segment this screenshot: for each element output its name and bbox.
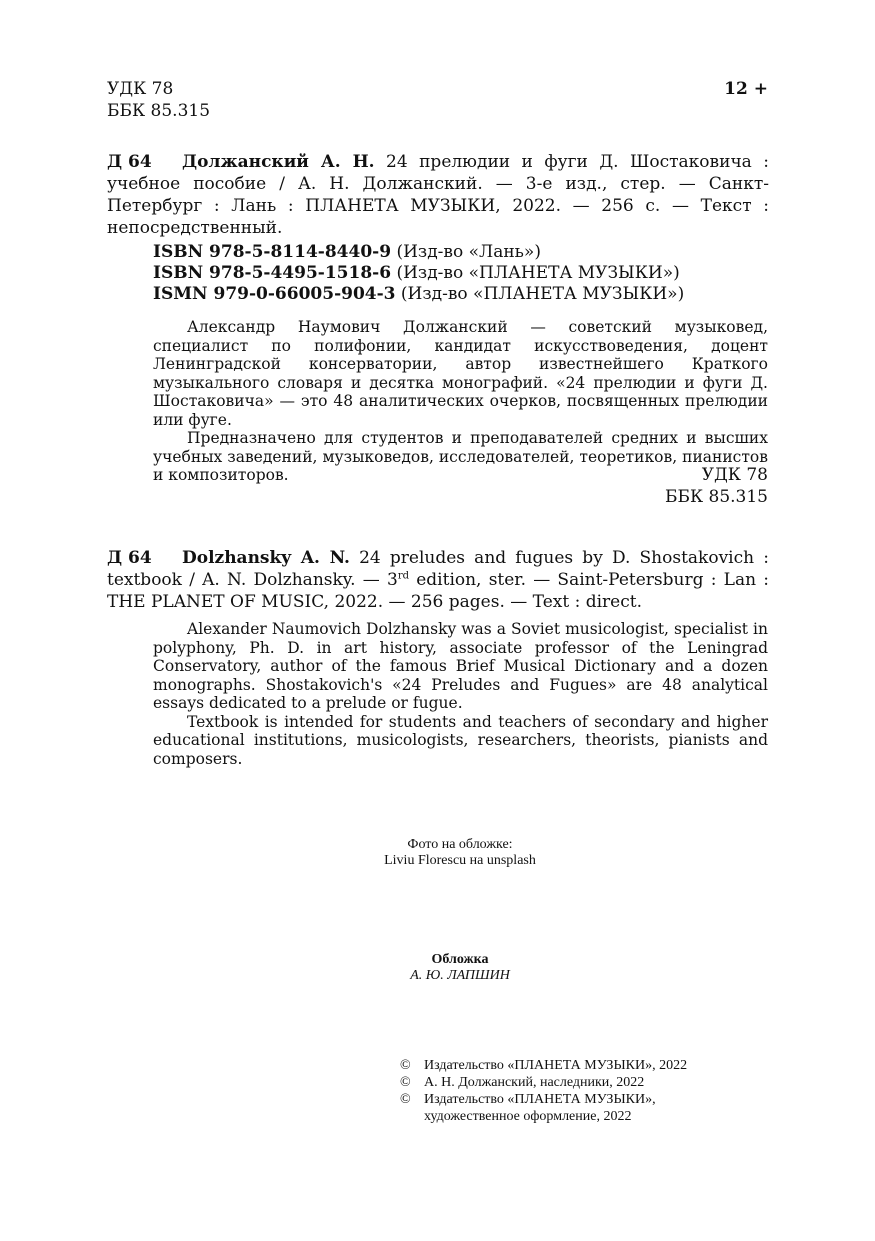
copyright-line	[400, 1058, 780, 1075]
copyright-text: Издательство «ПЛАНЕТА МУЗЫКИ», 2022	[424, 1058, 688, 1073]
en-entry-superscript: rd	[397, 570, 409, 582]
udk-code: УДК 78	[701, 465, 768, 485]
copyright-line-continuation	[400, 1109, 780, 1126]
ru-entry-author: Должанский А. Н.	[182, 152, 375, 172]
classification-header	[107, 78, 210, 122]
identifier-line	[153, 263, 684, 284]
en-bibliographic-entry	[107, 547, 769, 613]
copyright-block	[400, 1058, 780, 1126]
bbk-code: ББК 85.315	[664, 487, 768, 507]
identifier-line	[153, 242, 684, 263]
identifier-number: ISMN 979-0-66005-904-3	[153, 284, 396, 304]
copyright-text: Издательство «ПЛАНЕТА МУЗЫКИ»,	[424, 1092, 656, 1107]
cover-credit	[330, 952, 590, 984]
ru-abstract-paragraph: Александр Наумович Должанский — советский музыковед, специалист по полифонии, кандидат искусствоведения, доцент Ленинградской консерватории, автор известнейшего Краткого музыкального словаря и десятка монографий. «24 прелюдии и фуги Д. Шостаковича» — это 48 аналитических очерков, посвященных прелюдии или фуге.	[153, 318, 768, 429]
ru-entry-body	[107, 151, 769, 239]
photo-credit	[330, 837, 590, 869]
age-rating: 12 +	[724, 79, 768, 99]
identifier-publisher: (Изд-во «ПЛАНЕТА МУЗЫКИ»)	[395, 284, 685, 304]
identifier-number: ISBN 978-5-8114-8440-9	[153, 242, 392, 262]
ru-entry-text: 24 прелюдии и фуги Д. Шостаковича : учебное пособие / А. Н. Должанский. — 3-е изд., стер. — Санкт-Петербург : Лань : ПЛАНЕТА МУЗЫКИ, 2022. — 256 с. — Текст : непосредственный.	[107, 152, 769, 238]
copyright-icon: ©	[400, 1058, 411, 1073]
identifier-list	[153, 242, 684, 305]
copyright-icon: ©	[400, 1075, 411, 1090]
en-entry-text-1: 24 preludes and fugues by D. Shostakovich : textbook / A. N. Dolzhansky. — 3	[107, 548, 769, 590]
copyright-line	[400, 1092, 780, 1109]
en-abstract-paragraph: Alexander Naumovich Dolzhansky was a Soviet musicologist, specialist in polyphony, Ph. D. in art history, associate professor of the Leningrad Conservatory, author of the famous Brief Musical Dictionary and a dozen monographs. Shostakovich's «24 Preludes and Fugues» are 48 analytical essays dedicated to a prelude or fugue.	[153, 620, 768, 712]
cover-designer-name: А. Ю. ЛАПШИН	[410, 968, 510, 983]
copyright-line	[400, 1075, 780, 1092]
photo-credit-label: Фото на обложке:	[407, 837, 513, 852]
en-entry-code: Д 64	[107, 548, 152, 568]
en-entry-body	[107, 547, 769, 613]
cover-credit-label: Обложка	[431, 952, 489, 967]
bbk-code: ББК 85.315	[107, 101, 211, 121]
photo-credit-name: Liviu Florescu на unsplash	[384, 853, 536, 868]
udk-code: УДК 78	[107, 79, 174, 99]
en-entry-author: Dolzhansky A. N.	[182, 548, 350, 568]
identifier-publisher: (Изд-во «Лань»)	[391, 242, 541, 262]
ru-index-codes	[600, 464, 768, 508]
identifier-line	[153, 284, 684, 305]
copyright-text: художественное оформление, 2022	[424, 1109, 632, 1124]
identifier-number: ISBN 978-5-4495-1518-6	[153, 263, 392, 283]
en-entry-text-2: edition, ster. — Saint-Petersburg : Lan : THE PLANET OF MUSIC, 2022. — 256 pages. — Text : direct.	[107, 570, 769, 612]
copyright-text: А. Н. Должанский, наследники, 2022	[424, 1075, 645, 1090]
copyright-icon: ©	[400, 1092, 411, 1107]
ru-abstract-paragraph: Предназначено для студентов и преподавателей средних и высших учебных заведений, музыковедов, исследователей, теоретиков, пианистов и композиторов.	[153, 429, 768, 484]
en-abstract-paragraph: Textbook is intended for students and teachers of secondary and higher educational institutions, musicologists, researchers, theorists, pianists and composers.	[153, 712, 768, 768]
en-abstract	[153, 620, 768, 768]
ru-entry-code: Д 64	[107, 152, 152, 172]
ru-abstract	[153, 318, 768, 485]
ru-bibliographic-entry	[107, 151, 769, 239]
identifier-publisher: (Изд-во «ПЛАНЕТА МУЗЫКИ»)	[391, 263, 680, 283]
